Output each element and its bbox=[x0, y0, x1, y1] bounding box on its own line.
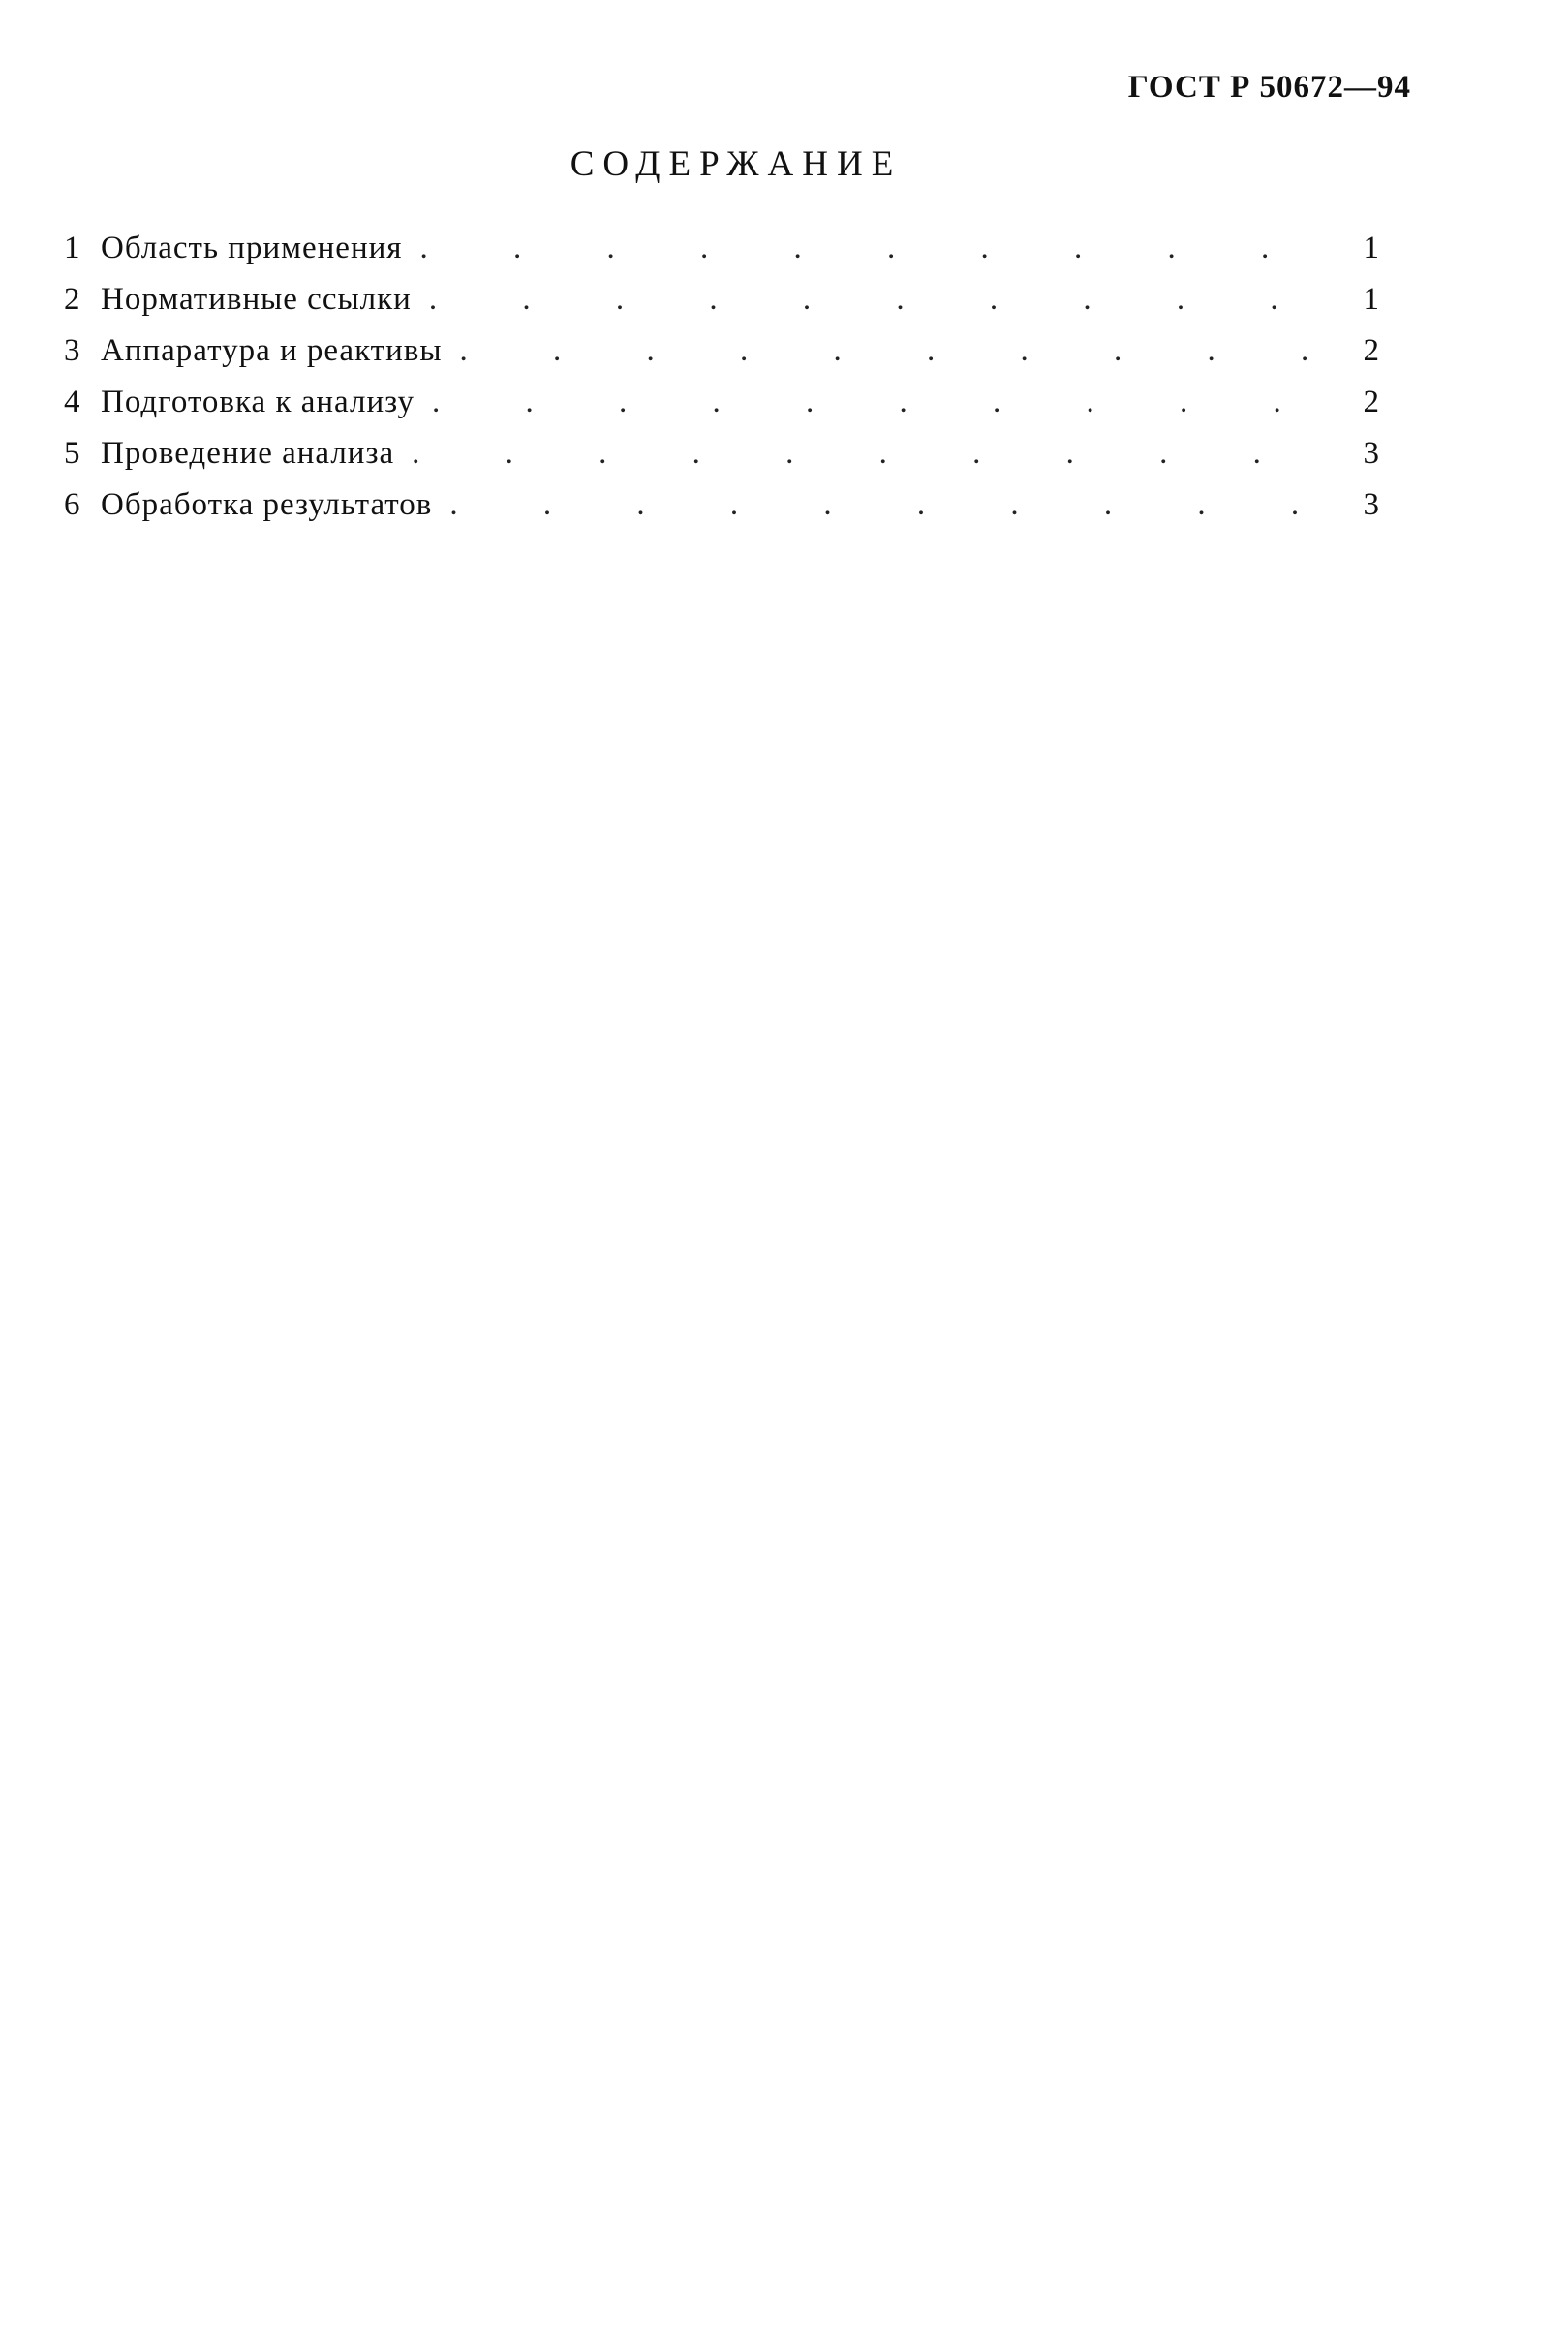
toc-entry bbox=[64, 385, 1379, 436]
toc-entry bbox=[64, 231, 1379, 282]
toc-entry-page: 2 bbox=[1363, 385, 1379, 419]
toc-entry-title: Обработка результатов bbox=[101, 487, 433, 522]
toc-entry-page: 3 bbox=[1363, 487, 1379, 522]
toc-heading: СОДЕРЖАНИЕ bbox=[569, 144, 903, 184]
toc-entry-page: 3 bbox=[1363, 436, 1379, 471]
table-of-contents bbox=[64, 231, 1379, 539]
toc-entry-number: 3 bbox=[64, 333, 80, 368]
toc-entry-number: 5 bbox=[64, 436, 80, 471]
toc-entry-page: 1 bbox=[1363, 231, 1379, 265]
toc-entry-title: Аппаратура и реактивы bbox=[101, 333, 443, 368]
toc-dot-leader bbox=[429, 282, 1340, 318]
toc-entry-title: Проведение анализа bbox=[101, 436, 395, 471]
toc-dot-leader bbox=[460, 333, 1340, 369]
toc-entry bbox=[64, 436, 1379, 487]
toc-dot-leader bbox=[449, 487, 1340, 523]
toc-entry-title: Область применения bbox=[101, 231, 403, 265]
toc-entry bbox=[64, 487, 1379, 539]
toc-entry bbox=[64, 282, 1379, 333]
toc-entry-page: 1 bbox=[1363, 282, 1379, 317]
document-code: ГОСТ Р 50672—94 bbox=[1127, 70, 1411, 105]
toc-dot-leader bbox=[412, 436, 1340, 472]
toc-entry-page: 2 bbox=[1363, 333, 1379, 368]
toc-entry-title: Нормативные ссылки bbox=[101, 282, 412, 317]
toc-entry-number: 4 bbox=[64, 385, 80, 419]
toc-dot-leader bbox=[419, 231, 1340, 266]
toc-entry bbox=[64, 333, 1379, 385]
toc-entry-number: 1 bbox=[64, 231, 80, 265]
toc-entry-number: 6 bbox=[64, 487, 80, 522]
toc-entry-number: 2 bbox=[64, 282, 80, 317]
toc-dot-leader bbox=[432, 385, 1340, 420]
toc-entry-title: Подготовка к анализу bbox=[101, 385, 415, 419]
